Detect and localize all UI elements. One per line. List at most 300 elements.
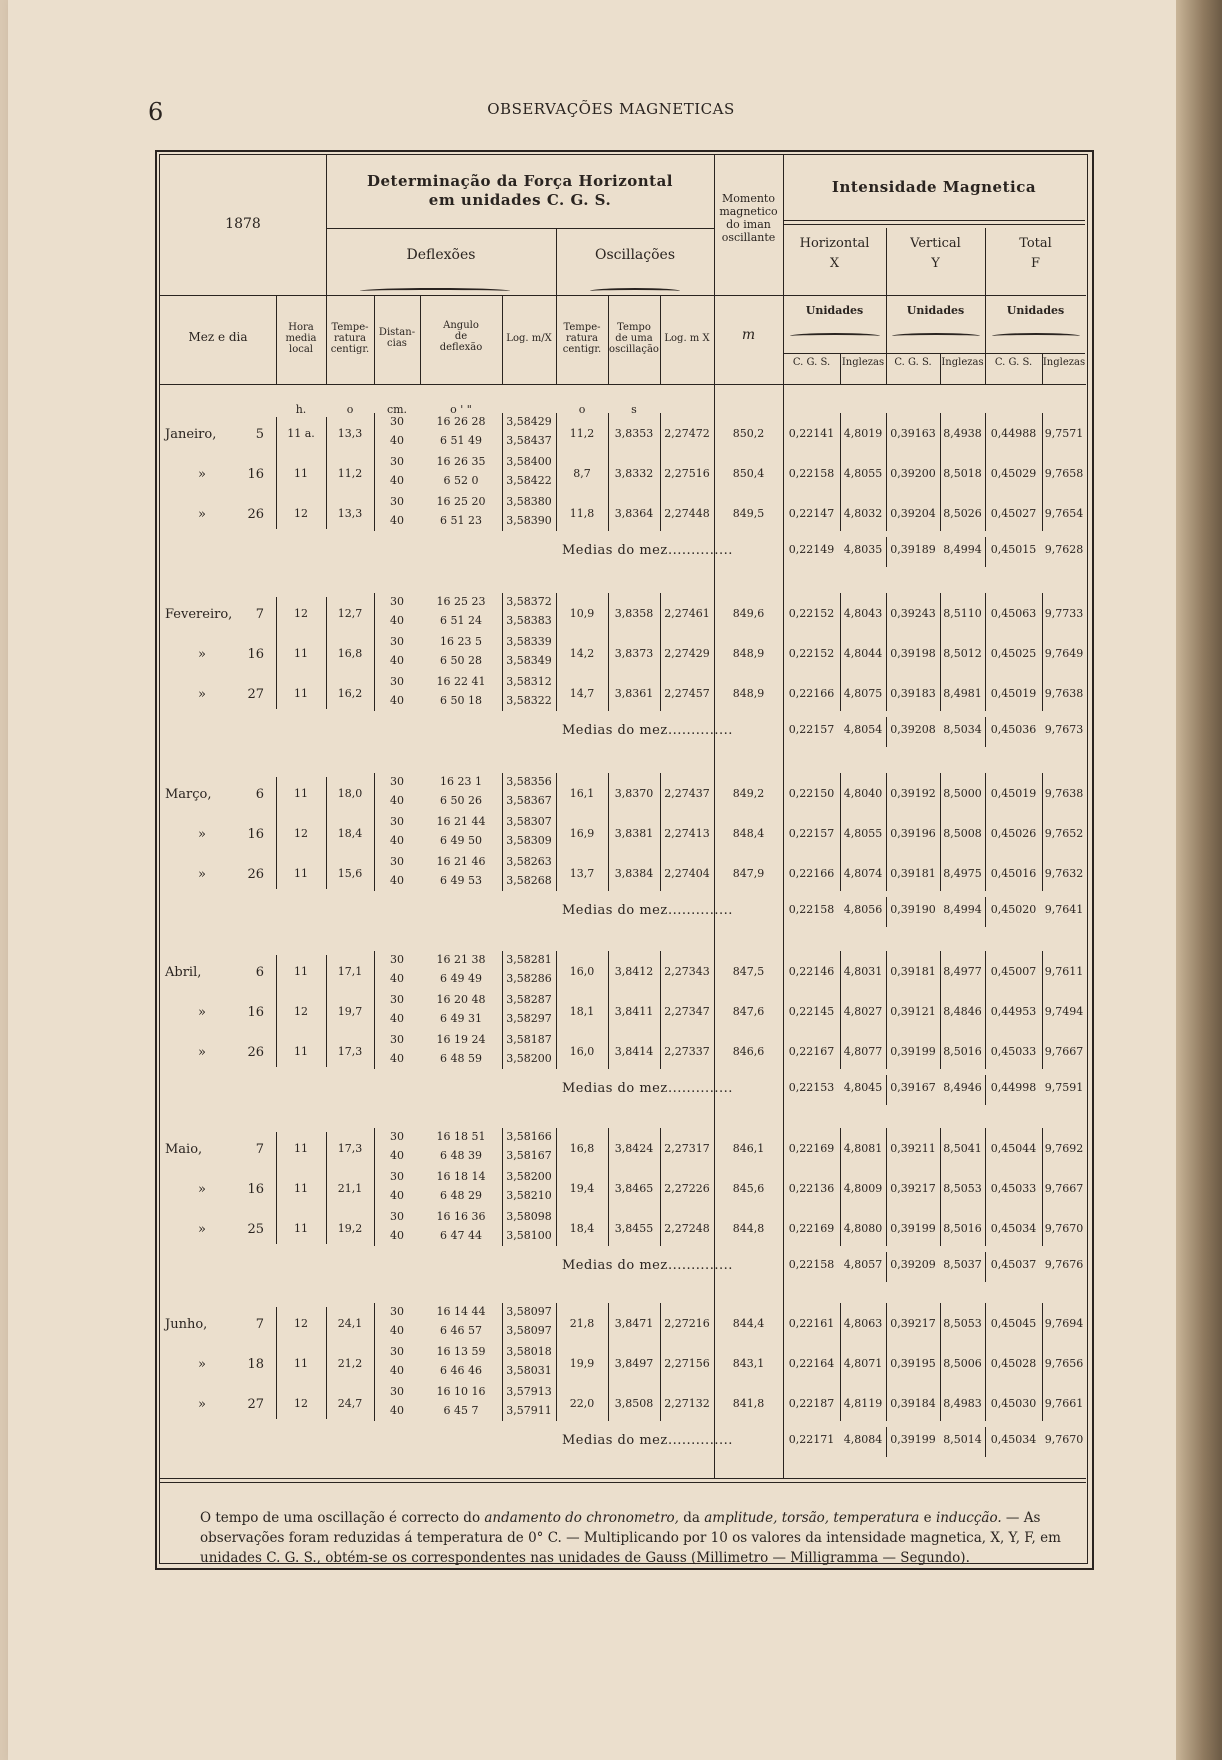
- mean-y-cgs: 0,39208: [890, 723, 936, 736]
- day: 18: [247, 1357, 264, 1372]
- deflexao-temperature: 18,4: [337, 827, 363, 840]
- m-heading: m: [741, 327, 756, 343]
- angle-2: 6 49 53: [440, 874, 482, 887]
- x-cgs: 0,22141: [788, 427, 835, 440]
- hour: 11: [294, 647, 308, 660]
- magnetic-moment: 848,9: [732, 647, 765, 660]
- f-cgs: 0,45033: [990, 1045, 1037, 1058]
- mean-y-cgs: 0,39190: [890, 903, 936, 916]
- y-cgs: 0,39184: [890, 1397, 936, 1410]
- month-name: Maio,: [165, 1142, 203, 1157]
- momento-line-2: magnetico: [719, 205, 778, 218]
- mean-x-inglezas: 4,8045: [843, 1081, 883, 1094]
- oscillation-time: 3,8370: [614, 787, 654, 800]
- y-inglezas: 8,4981: [943, 687, 982, 700]
- rule: [326, 228, 714, 229]
- deflexao-temperature: 13,3: [337, 507, 363, 520]
- mean-f-cgs: 0,45015: [990, 543, 1037, 556]
- oscillation-time: 3,8471: [614, 1317, 654, 1330]
- day: 26: [247, 867, 264, 882]
- hour: 12: [294, 1005, 308, 1018]
- distance-2: 40: [390, 434, 404, 447]
- x-inglezas: 4,8074: [843, 867, 883, 880]
- y-inglezas: 8,5053: [943, 1182, 982, 1195]
- f-cgs: 0,45016: [990, 867, 1037, 880]
- mean-f-inglezas: 9,7676: [1044, 1258, 1084, 1271]
- f-inglezas: 9,7656: [1044, 1357, 1084, 1370]
- mean-y-cgs: 0,39189: [890, 543, 936, 556]
- angle-2: 6 45 7: [443, 1404, 479, 1417]
- y-cgs: 0,39217: [890, 1182, 936, 1195]
- unit-cm: cm.: [386, 403, 408, 416]
- mean-x-inglezas: 4,8054: [843, 723, 883, 736]
- ditto-mark: »: [198, 507, 206, 522]
- hour: 11 a.: [287, 427, 315, 440]
- angle-1: 16 22 41: [436, 675, 486, 688]
- y-inglezas: 8,4938: [943, 427, 982, 440]
- unidades-y: Unidades: [906, 304, 965, 317]
- log-m-over-x-2: 3,57911: [506, 1404, 552, 1417]
- monthly-mean-label: Medias do mez: [562, 1433, 668, 1448]
- ditto-mark: »: [198, 687, 206, 702]
- angle-2: 6 50 18: [440, 694, 482, 707]
- log-m-over-x-2: 3,58437: [506, 434, 552, 447]
- mean-y-cgs: 0,39209: [890, 1258, 936, 1271]
- y-inglezas: 8,5008: [943, 827, 982, 840]
- log-m-over-x-heading: Log. m/X: [506, 333, 552, 344]
- magnetic-moment: 845,6: [732, 1182, 765, 1195]
- ditto-mark: »: [198, 647, 206, 662]
- x-cgs: 0,22152: [788, 607, 835, 620]
- mean-y-inglezas: 8,4994: [943, 543, 982, 556]
- mean-y-inglezas: 8,5034: [943, 723, 982, 736]
- y-inglezas: 8,4977: [943, 965, 982, 978]
- log-m-x-heading: Log. m X: [664, 333, 710, 344]
- angle-1: 16 23 1: [440, 775, 482, 788]
- unidades-f: Unidades: [1006, 304, 1065, 317]
- log-m-over-x-1: 3,58098: [506, 1210, 552, 1223]
- inglezas-y: Inglezas: [941, 357, 984, 368]
- angle-2: 6 51 49: [440, 434, 482, 447]
- brace: [590, 288, 680, 294]
- hour: 12: [294, 607, 308, 620]
- deflexao-temperature: 21,1: [337, 1182, 363, 1195]
- distance-1: 30: [390, 595, 404, 608]
- day: 25: [247, 1222, 264, 1237]
- y-cgs: 0,39121: [890, 1005, 936, 1018]
- distance-1: 30: [390, 635, 404, 648]
- distance-1: 30: [390, 993, 404, 1006]
- month-name: Abril,: [165, 965, 202, 980]
- magnetic-moment: 847,5: [732, 965, 765, 978]
- distance-2: 40: [390, 834, 404, 847]
- log-m-x: 2,27216: [664, 1317, 710, 1330]
- y-cgs: 0,39204: [890, 507, 936, 520]
- x-inglezas: 4,8080: [843, 1222, 883, 1235]
- f-inglezas: 9,7571: [1044, 427, 1084, 440]
- log-m-over-x-2: 3,58268: [506, 874, 552, 887]
- f-inglezas: 9,7661: [1044, 1397, 1084, 1410]
- f-cgs: 0,45027: [990, 507, 1037, 520]
- angle-1: 16 19 24: [436, 1033, 486, 1046]
- hour: 12: [294, 1397, 308, 1410]
- mean-f-cgs: 0,45036: [990, 723, 1037, 736]
- f-inglezas: 9,7667: [1044, 1045, 1084, 1058]
- angle-2: 6 51 23: [440, 514, 482, 527]
- y-cgs: 0,39192: [890, 787, 936, 800]
- hour: 11: [294, 1357, 308, 1370]
- note-text-1: O tempo de uma oscillação é correcto do: [200, 1510, 485, 1526]
- cgs-x: C. G. S.: [792, 357, 831, 368]
- y-cgs: 0,39196: [890, 827, 936, 840]
- momento-line-4: oscillante: [721, 231, 776, 244]
- distance-2: 40: [390, 1229, 404, 1242]
- otemp-line-2: ratura: [566, 333, 598, 344]
- magnetic-moment: 849,2: [732, 787, 765, 800]
- y-cgs: 0,39199: [890, 1222, 936, 1235]
- mean-y-inglezas: 8,4994: [943, 903, 982, 916]
- distance-1: 30: [390, 675, 404, 688]
- rule: [783, 224, 1085, 225]
- f-inglezas: 9,7733: [1044, 607, 1084, 620]
- x-inglezas: 4,8055: [843, 467, 883, 480]
- unit-hours: h.: [295, 403, 307, 416]
- f-inglezas: 9,7670: [1044, 1222, 1084, 1235]
- x-cgs: 0,22166: [788, 687, 835, 700]
- log-m-over-x-2: 3,58322: [506, 694, 552, 707]
- angle-2: 6 52 0: [443, 474, 479, 487]
- log-m-x: 2,27457: [664, 687, 710, 700]
- month-name: Março,: [165, 787, 212, 802]
- log-m-over-x-1: 3,58356: [506, 775, 552, 788]
- angle-2: 6 51 24: [440, 614, 482, 627]
- oscillation-time: 3,8465: [614, 1182, 654, 1195]
- distance-1: 30: [390, 1210, 404, 1223]
- distance-1: 30: [390, 415, 404, 428]
- x-inglezas: 4,8019: [843, 427, 883, 440]
- log-m-x: 2,27156: [664, 1357, 710, 1370]
- log-m-over-x-2: 3,58422: [506, 474, 552, 487]
- magnetic-moment: 847,9: [732, 867, 765, 880]
- mean-x-inglezas: 4,8084: [843, 1433, 883, 1446]
- distance-2: 40: [390, 1149, 404, 1162]
- leader-dots: ..............: [668, 543, 733, 558]
- deflexao-temperature: 21,2: [337, 1357, 363, 1370]
- angle-2: 6 49 31: [440, 1012, 482, 1025]
- mean-x-cgs: 0,22149: [788, 543, 835, 556]
- leader-dots: ..............: [668, 723, 733, 738]
- distance-1: 30: [390, 1305, 404, 1318]
- unidades-x: Unidades: [805, 304, 864, 317]
- oscillation-time: 3,8412: [614, 965, 654, 978]
- ditto-mark: »: [198, 1397, 206, 1412]
- x-cgs: 0,22164: [788, 1357, 835, 1370]
- mean-f-inglezas: 9,7670: [1044, 1433, 1084, 1446]
- mean-x-cgs: 0,22158: [788, 1258, 835, 1271]
- ang-line-1: Angulo: [443, 320, 479, 331]
- hora-line-2: media: [285, 333, 317, 344]
- y-inglezas: 8,4846: [943, 1005, 982, 1018]
- x-cgs: 0,22169: [788, 1142, 835, 1155]
- rule: [160, 1482, 1086, 1483]
- ditto-mark: »: [198, 1045, 206, 1060]
- mean-x-cgs: 0,22153: [788, 1081, 835, 1094]
- oscillation-time: 3,8508: [614, 1397, 654, 1410]
- y-inglezas: 8,5041: [943, 1142, 982, 1155]
- day: 6: [255, 965, 264, 980]
- deflexao-temperature: 12,7: [337, 607, 363, 620]
- distance-2: 40: [390, 794, 404, 807]
- rule: [160, 384, 1086, 385]
- hour: 11: [294, 867, 308, 880]
- distance-1: 30: [390, 495, 404, 508]
- mean-y-inglezas: 8,4946: [943, 1081, 982, 1094]
- distance-2: 40: [390, 1189, 404, 1202]
- log-m-over-x-1: 3,58281: [506, 953, 552, 966]
- oscillation-temperature: 16,1: [569, 787, 595, 800]
- oscillation-temperature: 11,8: [569, 507, 595, 520]
- day: 7: [255, 1317, 264, 1332]
- inglezas-f: Inglezas: [1042, 357, 1086, 368]
- angle-1: 16 25 20: [436, 495, 486, 508]
- y-cgs: 0,39200: [890, 467, 936, 480]
- force-title-line-1: Determinação da Força Horizontal: [367, 172, 673, 190]
- log-m-over-x-1: 3,58166: [506, 1130, 552, 1143]
- rule: [714, 155, 715, 1478]
- distance-1: 30: [390, 953, 404, 966]
- y-cgs: 0,39195: [890, 1357, 936, 1370]
- x-cgs: 0,22146: [788, 965, 835, 978]
- distance-2: 40: [390, 694, 404, 707]
- brace: [790, 333, 880, 339]
- y-inglezas: 8,5000: [943, 787, 982, 800]
- x-inglezas: 4,8077: [843, 1045, 883, 1058]
- angle-2: 6 48 59: [440, 1052, 482, 1065]
- log-m-over-x-1: 3,58400: [506, 455, 552, 468]
- angle-2: 6 49 50: [440, 834, 482, 847]
- leader-dots: ..............: [668, 1081, 733, 1096]
- rule: [160, 295, 1086, 296]
- oscillation-temperature: 8,7: [573, 467, 591, 480]
- ditto-mark: »: [198, 1357, 206, 1372]
- dist-line-1: Distan-: [378, 327, 416, 338]
- magnetic-moment: 846,1: [732, 1142, 765, 1155]
- x-inglezas: 4,8040: [843, 787, 883, 800]
- mean-x-cgs: 0,22171: [788, 1433, 835, 1446]
- log-m-x: 2,27347: [664, 1005, 710, 1018]
- oscillation-time: 3,8361: [614, 687, 654, 700]
- distance-1: 30: [390, 1033, 404, 1046]
- x-inglezas: 4,8027: [843, 1005, 883, 1018]
- magnetic-moment: 848,4: [732, 827, 765, 840]
- brace: [892, 333, 980, 339]
- log-m-over-x-2: 3,58367: [506, 794, 552, 807]
- deflexao-temperature: 15,6: [337, 867, 363, 880]
- x-inglezas: 4,8044: [843, 647, 883, 660]
- f-cgs: 0,45028: [990, 1357, 1037, 1370]
- angle-2: 6 49 49: [440, 972, 482, 985]
- f-inglezas: 9,7694: [1044, 1317, 1084, 1330]
- day: 27: [247, 1397, 264, 1412]
- deflexao-temperature: 19,7: [337, 1005, 363, 1018]
- oscillation-temperature: 18,1: [569, 1005, 595, 1018]
- deflexao-temperature: 13,3: [337, 427, 363, 440]
- oscillation-time: 3,8373: [614, 647, 654, 660]
- magnetic-moment: 844,8: [732, 1222, 765, 1235]
- temp-line-3: centigr.: [330, 344, 370, 355]
- monthly-mean-label: Medias do mez: [562, 1258, 668, 1273]
- note-text-2: da: [678, 1510, 705, 1526]
- log-m-x: 2,27516: [664, 467, 710, 480]
- mean-f-inglezas: 9,7591: [1044, 1081, 1084, 1094]
- f-inglezas: 9,7494: [1044, 1005, 1084, 1018]
- mean-x-inglezas: 4,8035: [843, 543, 883, 556]
- rule: [783, 220, 1085, 221]
- ditto-mark: »: [198, 1222, 206, 1237]
- mean-f-inglezas: 9,7641: [1044, 903, 1084, 916]
- distance-2: 40: [390, 874, 404, 887]
- distance-2: 40: [390, 474, 404, 487]
- log-m-over-x-1: 3,58339: [506, 635, 552, 648]
- angle-2: 6 46 46: [440, 1364, 482, 1377]
- angle-2: 6 48 29: [440, 1189, 482, 1202]
- distance-1: 30: [390, 1385, 404, 1398]
- log-m-over-x-2: 3,58200: [506, 1052, 552, 1065]
- x-cgs: 0,22147: [788, 507, 835, 520]
- x-inglezas: 4,8043: [843, 607, 883, 620]
- log-m-over-x-2: 3,58031: [506, 1364, 552, 1377]
- rule: [160, 1478, 1086, 1479]
- distance-1: 30: [390, 1130, 404, 1143]
- log-m-over-x-1: 3,58312: [506, 675, 552, 688]
- x-cgs: 0,22150: [788, 787, 835, 800]
- log-m-over-x-2: 3,58297: [506, 1012, 552, 1025]
- distance-1: 30: [390, 1170, 404, 1183]
- day: 26: [247, 507, 264, 522]
- f-cgs: 0,45044: [990, 1142, 1037, 1155]
- note-text-3: e: [919, 1510, 936, 1526]
- y-cgs: 0,39243: [890, 607, 936, 620]
- ditto-mark: »: [198, 867, 206, 882]
- note-italic-2: amplitude, torsão, temperatura: [704, 1510, 920, 1526]
- f-inglezas: 9,7667: [1044, 1182, 1084, 1195]
- mean-y-cgs: 0,39199: [890, 1433, 936, 1446]
- log-m-over-x-2: 3,58100: [506, 1229, 552, 1242]
- distance-2: 40: [390, 1364, 404, 1377]
- oscillation-temperature: 22,0: [569, 1397, 595, 1410]
- log-m-over-x-2: 3,58286: [506, 972, 552, 985]
- angle-1: 16 26 28: [436, 415, 486, 428]
- log-m-over-x-2: 3,58210: [506, 1189, 552, 1202]
- log-m-x: 2,27413: [664, 827, 710, 840]
- y-inglezas: 8,5053: [943, 1317, 982, 1330]
- angle-1: 16 21 44: [436, 815, 486, 828]
- oscillation-time: 3,8381: [614, 827, 654, 840]
- temp-line-2: ratura: [334, 333, 366, 344]
- unit-degrees: o: [346, 403, 354, 416]
- angle-1: 16 25 23: [436, 595, 486, 608]
- ang-line-2: de: [454, 331, 468, 342]
- angle-1: 16 18 51: [436, 1130, 486, 1143]
- ditto-mark: »: [198, 1182, 206, 1197]
- f-inglezas: 9,7649: [1044, 647, 1084, 660]
- log-m-over-x-2: 3,58383: [506, 614, 552, 627]
- oscillation-time: 3,8384: [614, 867, 654, 880]
- angle-1: 16 20 48: [436, 993, 486, 1006]
- monthly-mean-label: Medias do mez: [562, 1081, 668, 1096]
- y-inglezas: 8,5006: [943, 1357, 982, 1370]
- distance-2: 40: [390, 1324, 404, 1337]
- deflexao-temperature: 24,7: [337, 1397, 363, 1410]
- day: 5: [255, 427, 264, 442]
- x-inglezas: 4,8032: [843, 507, 883, 520]
- angle-1: 16 13 59: [436, 1345, 486, 1358]
- log-m-over-x-1: 3,58429: [506, 415, 552, 428]
- day: 6: [255, 787, 264, 802]
- mean-f-cgs: 0,45034: [990, 1433, 1037, 1446]
- day: 16: [247, 1005, 264, 1020]
- y-inglezas: 8,5026: [943, 507, 982, 520]
- log-m-x: 2,27404: [664, 867, 710, 880]
- log-m-x: 2,27248: [664, 1222, 710, 1235]
- deflexao-temperature: 18,0: [337, 787, 363, 800]
- y-cgs: 0,39181: [890, 965, 936, 978]
- mean-f-cgs: 0,45037: [990, 1258, 1037, 1271]
- day: 7: [255, 607, 264, 622]
- angle-2: 6 48 39: [440, 1149, 482, 1162]
- angle-1: 16 10 16: [436, 1385, 486, 1398]
- log-m-x: 2,27448: [664, 507, 710, 520]
- angle-2: 6 50 28: [440, 654, 482, 667]
- log-m-x: 2,27429: [664, 647, 710, 660]
- hour: 11: [294, 1142, 308, 1155]
- angle-2: 6 50 26: [440, 794, 482, 807]
- y-cgs: 0,39183: [890, 687, 936, 700]
- hour: 11: [294, 1222, 308, 1235]
- tempo-line-3: oscillação: [609, 344, 659, 355]
- f-cgs: 0,45007: [990, 965, 1037, 978]
- x-inglezas: 4,8071: [843, 1357, 883, 1370]
- log-m-over-x-1: 3,58187: [506, 1033, 552, 1046]
- unit-angle: o ' ": [450, 403, 472, 416]
- mean-x-inglezas: 4,8056: [843, 903, 883, 916]
- hour: 11: [294, 1182, 308, 1195]
- x-cgs: 0,22152: [788, 647, 835, 660]
- intensity-title: Intensidade Magnetica: [831, 178, 1037, 196]
- mean-x-cgs: 0,22158: [788, 903, 835, 916]
- f-inglezas: 9,7652: [1044, 827, 1084, 840]
- angle-2: 6 47 44: [440, 1229, 482, 1242]
- magnetic-moment: 847,6: [732, 1005, 765, 1018]
- log-m-x: 2,27226: [664, 1182, 710, 1195]
- f-inglezas: 9,7638: [1044, 687, 1084, 700]
- hour: 11: [294, 787, 308, 800]
- day: 16: [247, 1182, 264, 1197]
- hour: 12: [294, 1317, 308, 1330]
- f-cgs: 0,45025: [990, 647, 1037, 660]
- x-cgs: 0,22158: [788, 467, 835, 480]
- day: 16: [247, 827, 264, 842]
- y-cgs: 0,39217: [890, 1317, 936, 1330]
- log-m-x: 2,27337: [664, 1045, 710, 1058]
- oscillation-temperature: 11,2: [569, 427, 595, 440]
- y-cgs: 0,39199: [890, 1045, 936, 1058]
- y-inglezas: 8,5018: [943, 467, 982, 480]
- magnetic-moment: 849,5: [732, 507, 765, 520]
- oscillation-time: 3,8332: [614, 467, 654, 480]
- x-cgs: 0,22187: [788, 1397, 835, 1410]
- note-italic-1: andamento do chronometro,: [484, 1510, 679, 1526]
